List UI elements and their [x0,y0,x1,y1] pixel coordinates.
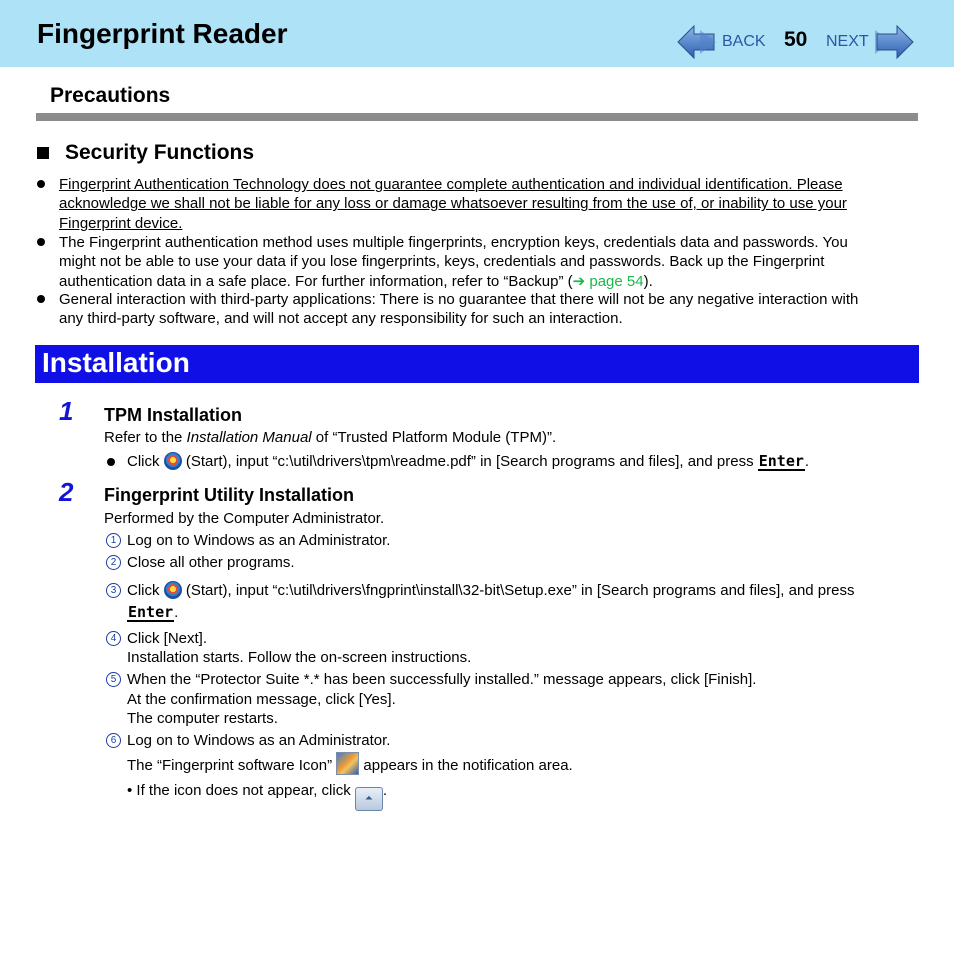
step-instruction [127,452,809,472]
windows-start-icon [164,452,182,470]
text-line [59,272,848,291]
back-button[interactable] [676,22,766,62]
text-line: Fingerprint Authentication Technology does not guarantee complete authentication and individual identification. Please [59,176,843,193]
manual-title: Installation Manual [186,429,312,446]
precautions-heading: Precautions [50,84,171,107]
next-arrow-icon [875,24,915,60]
text-line: General interaction with third-party applications: There is no guarantee that there will not be any negative interaction with [59,291,859,308]
text-span: Refer to the [104,429,187,446]
step-title: TPM Installation [104,405,243,425]
text-span: (Start), input “c:\util\drivers\tpm\readme.pdf” in [Search programs and files], and press [181,453,758,470]
step-number: 1 [59,396,74,426]
installation-heading: Installation [42,347,190,378]
substep-note: The computer restarts. [127,710,278,727]
page-number: 50 [784,28,808,51]
page-link[interactable] [573,273,644,290]
step-marker: 4 [106,631,121,646]
substep-text: Close all other programs. [127,554,295,571]
step-intro: Performed by the Computer Administrator. [104,510,385,527]
text-span: Click [127,582,164,599]
show-hidden-icons-icon[interactable]: ⏶ [355,787,383,811]
text-span: If the icon does not appear, click [136,782,355,799]
enter-key-icon: Enter [758,452,804,470]
step-marker: 2 [106,555,121,570]
substep-note: Installation starts. Follow the on-screen instructions. [127,649,472,666]
text-span: Click [127,453,164,470]
next-label: NEXT [826,33,869,50]
substep-note: At the confirmation message, click [Yes]. [127,691,396,708]
back-label: BACK [722,33,766,50]
text-span: of “Trusted Platform Module (TPM)”. [311,429,557,446]
text-line: any third-party software, and will not accept any responsibility for such an interaction. [59,310,623,328]
text-span: . [804,453,810,470]
text-span: The “Fingerprint software Icon” [127,757,337,774]
bullet-icon [37,238,45,246]
next-button[interactable] [826,22,915,62]
substep-text: Log on to Windows as an Administrator. [127,732,391,749]
page-link-label: page 54 [589,272,644,290]
back-arrow-icon [676,24,716,60]
windows-start-icon [164,581,182,599]
substep-text: Log on to Windows as an Administrator. [127,532,391,549]
step-marker: 5 [106,672,121,687]
arrow-right-icon: ➔ [572,272,586,290]
substep-note [127,752,573,776]
precaution-item-3 [59,290,858,329]
text-span: authentication data in a safe place. For further information, refer to “Backup” ( [59,272,573,290]
step-marker: 6 [106,733,121,748]
bullet-icon [107,458,115,466]
square-bullet-icon [37,147,49,159]
sub-bullet: • If the icon does not appear, click ⏶ . [127,781,387,811]
page-title: Fingerprint Reader [37,18,288,49]
security-functions-title: Security Functions [65,141,255,164]
substep-text: Click [Next]. [127,630,208,647]
bullet-icon [37,295,45,303]
text-line: might not be able to use your data if you lose fingerprints, keys, credentials and passwords. Back up the Fingerprint [59,253,825,271]
text-span: (Start), input “c:\util\drivers\fngprint\install\32-bit\Setup.exe” in [Search programs and files], and press [181,582,855,599]
step-marker: 1 [106,533,121,548]
bullet-icon [37,180,45,188]
fingerprint-software-icon [336,752,359,775]
text-line: The Fingerprint authentication method uses multiple fingerprints, encryption keys, credentials data and passwords. You [59,234,848,251]
text-span: . [174,604,179,621]
step-marker: 3 [106,583,121,598]
precaution-item-2 [59,233,848,291]
text-line: acknowledge we shall not be liable for any loss or damage whatsoever resulting from the use of, or inability to use your [59,195,847,213]
text-span: appears in the notification area. [359,757,573,774]
substep-text-cont [127,603,178,623]
precaution-item-1 [59,175,847,233]
step-intro [104,428,556,448]
step-number: 2 [59,477,74,507]
section-divider [36,113,918,121]
step-title: Fingerprint Utility Installation [104,485,355,505]
security-functions-heading [37,141,254,165]
substep-text [127,581,854,601]
enter-key-icon: Enter [128,603,174,621]
text-line: Fingerprint device. [59,214,183,232]
text-span: . [382,782,388,799]
text-span: ). [643,272,653,290]
substep-text: When the “Protector Suite *.* has been successfully installed.” message appears, click [Finish]. [127,671,757,688]
